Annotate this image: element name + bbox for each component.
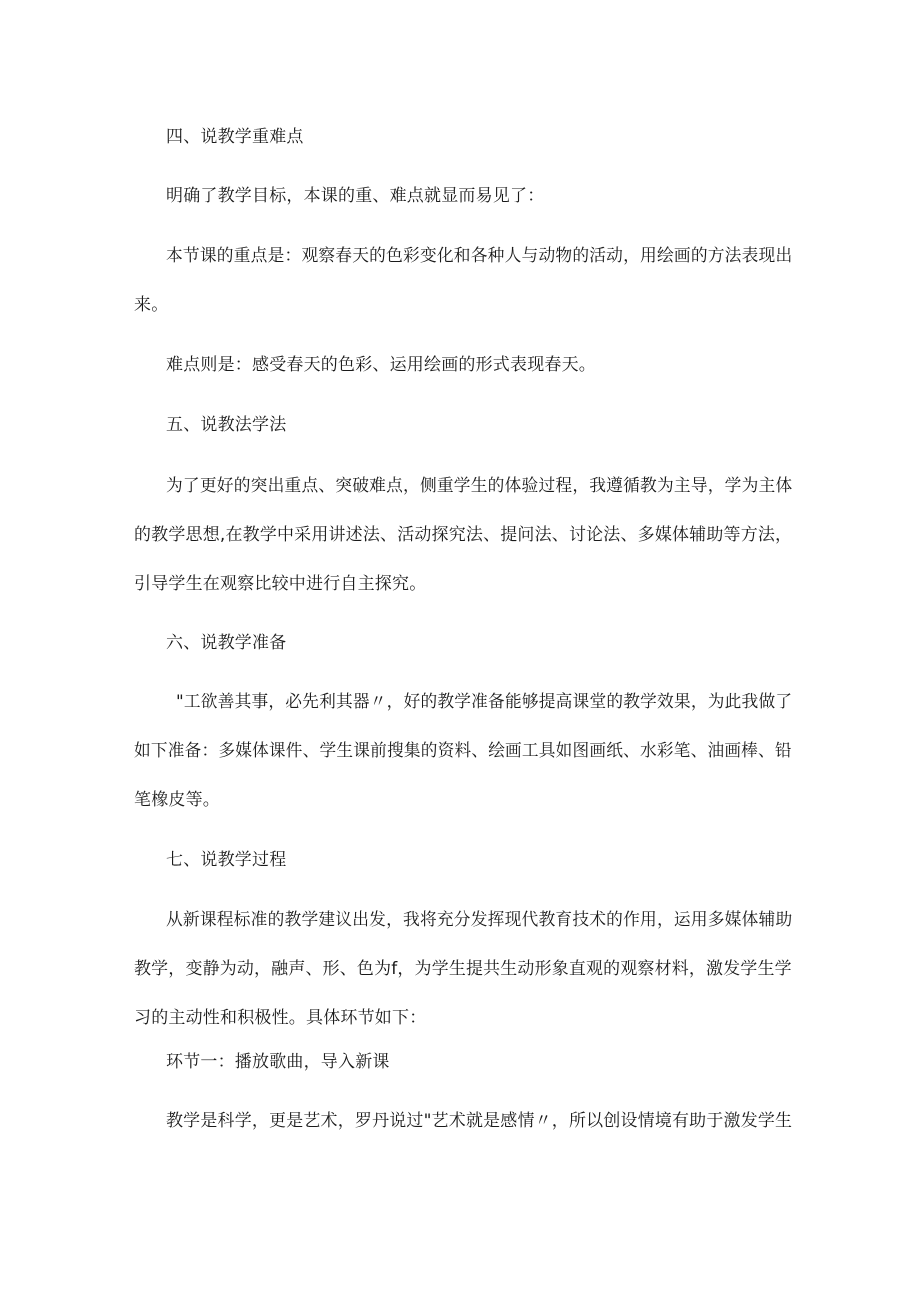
paragraph-preparation-line-3: 笔橡皮等。 xyxy=(134,790,220,810)
paragraph-process-line-1: 从新课程标准的教学建议出发，我将充分发挥现代教育技术的作用，运用多媒体辅助 xyxy=(166,910,793,930)
step-heading-1: 环节一：播放歌曲，导入新课 xyxy=(166,1052,390,1072)
paragraph-methods-line-3: 引导学生在观察比较中进行自主探究。 xyxy=(134,574,427,594)
paragraph-methods-line-1: 为了更好的突出重点、突破难点，侧重学生的体验过程，我遵循教为主导，学为主体 xyxy=(166,476,793,496)
paragraph-key-point-line-2: 来。 xyxy=(134,295,169,315)
section-heading-process: 七、说教学过程 xyxy=(166,850,287,870)
paragraph-goal-statement: 明确了教学目标，本课的重、难点就显而易见了： xyxy=(166,186,545,206)
paragraph-preparation-line-2: 如下准备：多媒体课件、学生课前搜集的资料、绘画工具如图画纸、水彩笔、油画棒、铅 xyxy=(134,741,792,761)
paragraph-methods-line-2: 的教学思想,在教学中采用讲述法、活动探究法、提问法、讨论法、多媒体辅助等方法， xyxy=(134,525,793,545)
section-heading-preparation: 六、说教学准备 xyxy=(166,633,287,653)
paragraph-difficulty: 难点则是：感受春天的色彩、运用绘画的形式表现春天。 xyxy=(166,355,596,375)
section-heading-teaching-key-points: 四、说教学重难点 xyxy=(166,127,304,147)
paragraph-step-1: 教学是科学，更是艺术，罗丹说过"艺术就是感情〃，所以创设情境有助于激发学生 xyxy=(166,1111,793,1131)
paragraph-process-line-3: 习的主动性和积极性。具体环节如下： xyxy=(134,1008,427,1028)
paragraph-key-point-line-1: 本节课的重点是：观察春天的色彩变化和各种人与动物的活动，用绘画的方法表现出 xyxy=(166,246,793,266)
paragraph-preparation-line-1: "工欲善其事，必先利其器〃，好的教学准备能够提高课堂的教学效果，为此我做了 xyxy=(176,692,793,712)
paragraph-process-line-2: 教学，变静为动，融声、形、色为f，为学生提共生动形象直观的观察材料，激发学生学 xyxy=(134,959,792,979)
section-heading-methods: 五、说教法学法 xyxy=(166,415,287,435)
